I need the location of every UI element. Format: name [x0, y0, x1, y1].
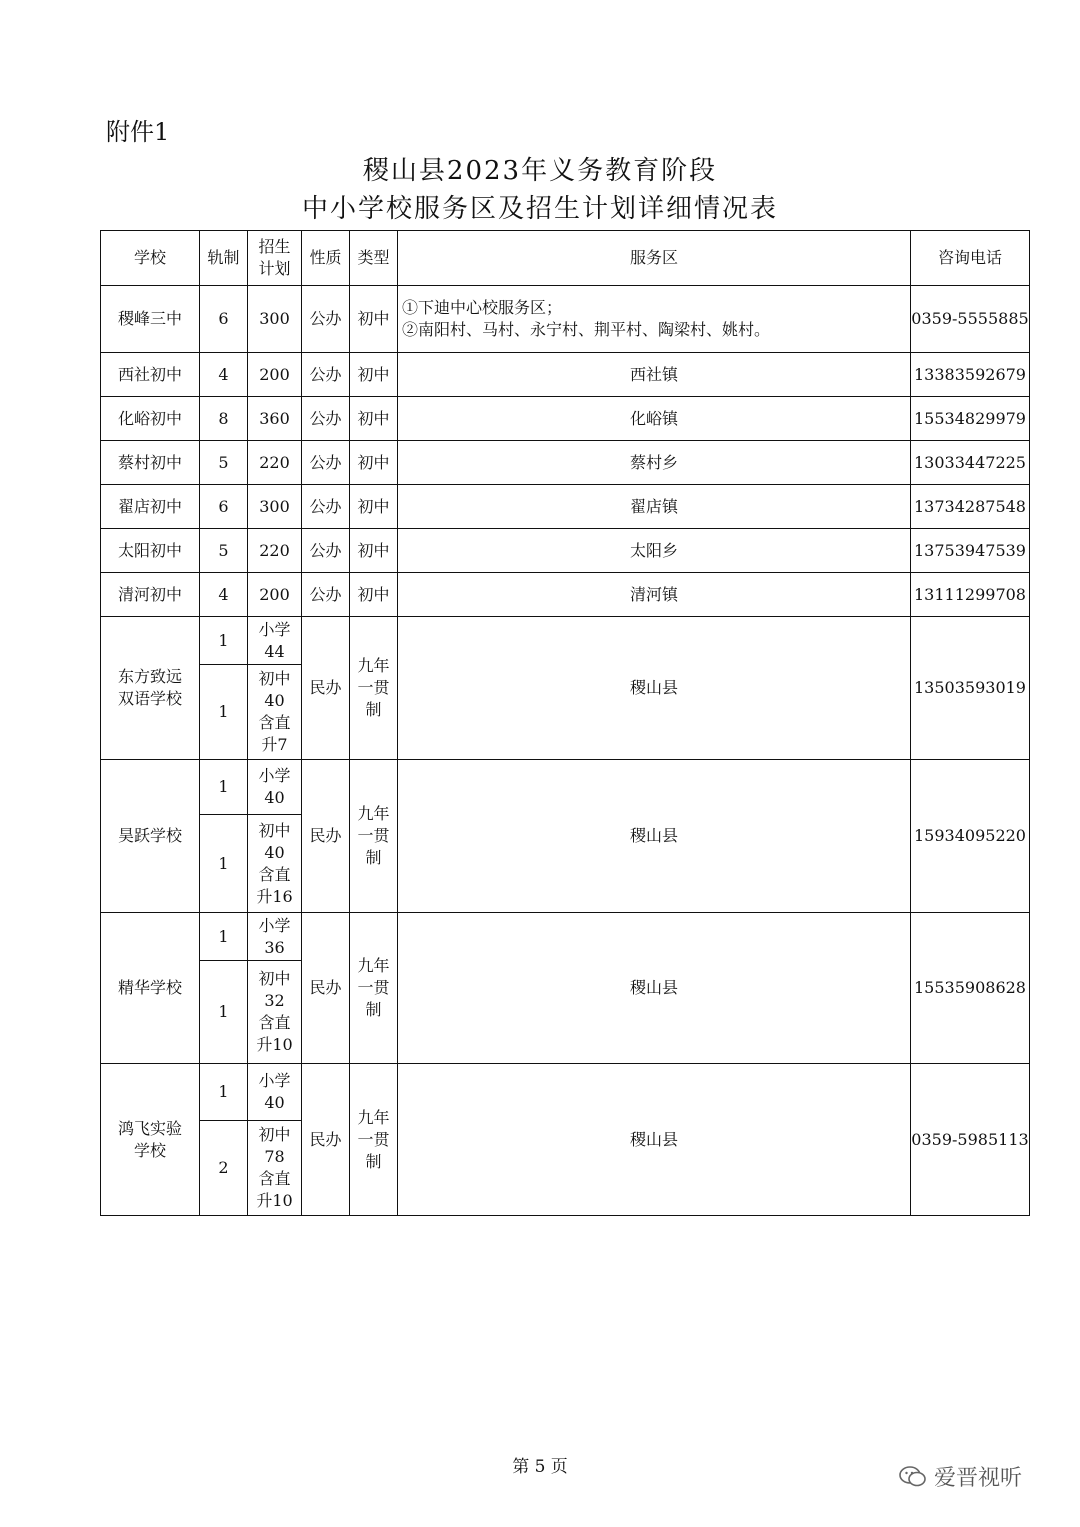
plan: 220 — [248, 441, 302, 485]
nature: 公办 — [302, 441, 350, 485]
plan: 300 — [248, 485, 302, 529]
enrollment-table — [100, 230, 1030, 1216]
plan: 初中 40 含直 升16 — [248, 815, 302, 913]
tracks: 1 — [200, 665, 248, 760]
phone: 15934095220 — [911, 760, 1030, 913]
school-name: 清河初中 — [101, 573, 200, 617]
school-name: 稷峰三中 — [101, 286, 200, 353]
table-row — [101, 760, 1030, 815]
service-area: 翟店镇 — [398, 485, 911, 529]
plan: 小学 40 — [248, 760, 302, 815]
plan: 200 — [248, 573, 302, 617]
attachment-label: 附件1 — [106, 118, 170, 146]
type: 初中 — [350, 353, 398, 397]
tracks: 6 — [200, 286, 248, 353]
service-area: 稷山县 — [398, 617, 911, 760]
type: 初中 — [350, 441, 398, 485]
school-name: 化峪初中 — [101, 397, 200, 441]
service-area: 清河镇 — [398, 573, 911, 617]
plan: 300 — [248, 286, 302, 353]
plan: 小学 44 — [248, 617, 302, 665]
school-name: 蔡村初中 — [101, 441, 200, 485]
phone: 0359-5555885 — [911, 286, 1030, 353]
type: 初中 — [350, 529, 398, 573]
service-area: 稷山县 — [398, 913, 911, 1064]
type: 初中 — [350, 573, 398, 617]
service-area: 西社镇 — [398, 353, 911, 397]
phone: 13383592679 — [911, 353, 1030, 397]
table-row — [101, 485, 1030, 529]
nature: 民办 — [302, 913, 350, 1064]
plan: 小学 40 — [248, 1064, 302, 1121]
type: 初中 — [350, 286, 398, 353]
header-service-area: 服务区 — [398, 231, 911, 286]
table-header-row — [101, 231, 1030, 286]
table-row — [101, 1064, 1030, 1121]
tracks: 8 — [200, 397, 248, 441]
tracks: 5 — [200, 529, 248, 573]
nature: 民办 — [302, 1064, 350, 1216]
table-row — [101, 617, 1030, 665]
header-nature: 性质 — [302, 231, 350, 286]
school-name: 翟店初中 — [101, 485, 200, 529]
service-area: 稷山县 — [398, 1064, 911, 1216]
school-name: 鸿飞实验 学校 — [101, 1064, 200, 1216]
nature: 公办 — [302, 286, 350, 353]
phone: 13753947539 — [911, 529, 1030, 573]
type: 九年 一贯 制 — [350, 1064, 398, 1216]
type: 九年 一贯 制 — [350, 913, 398, 1064]
plan: 小学 36 — [248, 913, 302, 961]
nature: 民办 — [302, 760, 350, 913]
nature: 公办 — [302, 485, 350, 529]
tracks: 1 — [200, 1064, 248, 1121]
phone: 13111299708 — [911, 573, 1030, 617]
service-area: ①下迪中心校服务区； ②南阳村、马村、永宁村、荆平村、陶梁村、姚村。 — [398, 286, 911, 353]
school-name: 东方致远 双语学校 — [101, 617, 200, 760]
tracks: 2 — [200, 1121, 248, 1216]
type: 九年 一贯 制 — [350, 760, 398, 913]
watermark — [898, 1461, 1022, 1492]
school-name: 西社初中 — [101, 353, 200, 397]
tracks: 1 — [200, 913, 248, 961]
phone: 13734287548 — [911, 485, 1030, 529]
plan: 初中 78 含直 升10 — [248, 1121, 302, 1216]
header-type: 类型 — [350, 231, 398, 286]
header-school: 学校 — [101, 231, 200, 286]
tracks: 4 — [200, 353, 248, 397]
table-row — [101, 529, 1030, 573]
phone: 13503593019 — [911, 617, 1030, 760]
table-row — [101, 353, 1030, 397]
service-area: 化峪镇 — [398, 397, 911, 441]
nature: 公办 — [302, 353, 350, 397]
nature: 民办 — [302, 617, 350, 760]
school-name: 昊跃学校 — [101, 760, 200, 913]
school-name: 精华学校 — [101, 913, 200, 1064]
table-row — [101, 441, 1030, 485]
tracks: 5 — [200, 441, 248, 485]
table-row — [101, 397, 1030, 441]
phone: 0359-5985113 — [911, 1064, 1030, 1216]
tracks: 6 — [200, 485, 248, 529]
plan: 初中 40 含直 升7 — [248, 665, 302, 760]
table-row — [101, 573, 1030, 617]
header-tracks: 轨制 — [200, 231, 248, 286]
header-plan: 招生 计划 — [248, 231, 302, 286]
service-area: 蔡村乡 — [398, 441, 911, 485]
table-row — [101, 286, 1030, 353]
type: 九年 一贯 制 — [350, 617, 398, 760]
tracks: 4 — [200, 573, 248, 617]
service-area: 稷山县 — [398, 760, 911, 913]
type: 初中 — [350, 397, 398, 441]
plan: 初中 32 含直 升10 — [248, 961, 302, 1064]
watermark-text: 爱晋视听 — [934, 1466, 1023, 1491]
page-number: 第 5 页 — [512, 1457, 568, 1477]
phone: 15535908628 — [911, 913, 1030, 1064]
nature: 公办 — [302, 397, 350, 441]
tracks: 1 — [200, 617, 248, 665]
plan: 360 — [248, 397, 302, 441]
school-name: 太阳初中 — [101, 529, 200, 573]
tracks: 1 — [200, 815, 248, 913]
page-title-line2: 中小学校服务区及招生计划详细情况表 — [301, 194, 778, 224]
nature: 公办 — [302, 529, 350, 573]
type: 初中 — [350, 485, 398, 529]
table-row — [101, 913, 1030, 961]
page-title-line1: 稷山县2023年义务教育阶段 — [362, 156, 718, 186]
tracks: 1 — [200, 760, 248, 815]
plan: 220 — [248, 529, 302, 573]
tracks: 1 — [200, 961, 248, 1064]
phone: 13033447225 — [911, 441, 1030, 485]
plan: 200 — [248, 353, 302, 397]
phone: 15534829979 — [911, 397, 1030, 441]
wechat-icon — [898, 1464, 928, 1490]
nature: 公办 — [302, 573, 350, 617]
service-area: 太阳乡 — [398, 529, 911, 573]
header-phone: 咨询电话 — [911, 231, 1030, 286]
